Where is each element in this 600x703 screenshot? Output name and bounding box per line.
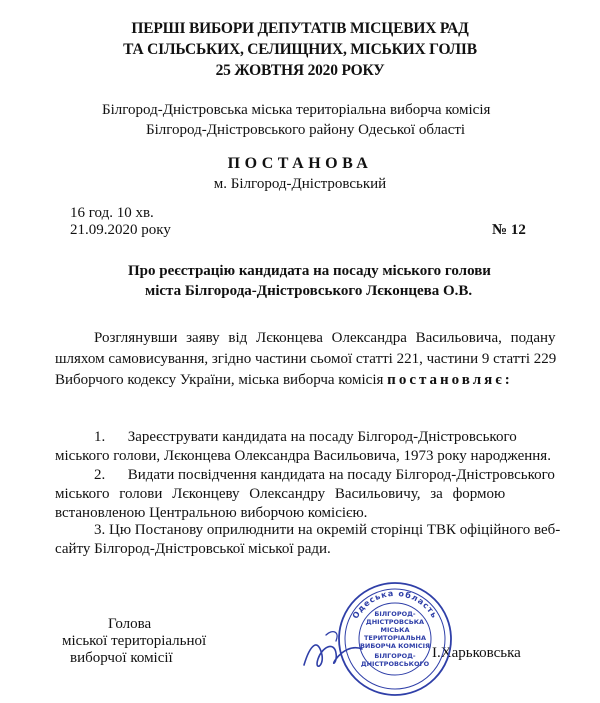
election-date: 25 ЖОВТНЯ 2020 РОКУ (215, 62, 385, 79)
seal-ring-text: Одеська область (350, 588, 440, 621)
seal-line-5: ВИБОРЧА КОМІСІЯ (359, 642, 431, 650)
seal-line-7: ДНІСТРОВСЬКОГО (360, 660, 430, 668)
signatory-role-3: виборчої комісії (70, 650, 173, 666)
commission-name: Білгород-Дністровська міська територіальна виборча комісія (102, 102, 491, 118)
preamble-line-1: Розглянувши заяву від Лєконцева Олександра Васильовича, подану (94, 330, 556, 346)
preamble-text: Виборчого кодексу України, міська виборча комісія (55, 372, 384, 388)
preamble-line-3 (55, 370, 513, 390)
seal-line-6: БІЛГОРОД- (374, 652, 416, 660)
seal-line-4: ТЕРИТОРІАЛЬНА (363, 634, 427, 642)
seal-line-3: МІСЬКА (380, 626, 410, 634)
signatory-role-1: Голова (108, 616, 152, 632)
item-3-line-1: 3. Цю Постанову оприлюднити на окремій сторінці ТВК офіційного веб- (94, 522, 561, 538)
document-number: № 12 (492, 222, 526, 238)
item-2-line-3: встановленою Центральною виборчою комісією. (55, 505, 368, 521)
item-2-line-1: 2. Видати посвідчення кандидата на посаду Білгород-Дністровського (94, 467, 555, 483)
decides-word: постановляє: (387, 372, 513, 388)
signatory-role-2: міської територіальної (62, 633, 207, 649)
subject-line-1: Про реєстрацію кандидата на посаду міського голови (128, 263, 491, 279)
document-place: м. Білгород-Дністровський (213, 176, 387, 192)
commission-district: Білгород-Дністровського району Одеської області (146, 122, 466, 138)
document-title: ПОСТАНОВА (227, 155, 373, 172)
item-1-line-2: міського голови, Лєконцева Олександра Васильовича, 1973 року народження. (55, 448, 551, 464)
signatory-name: І.Харьковська (432, 645, 521, 661)
item-1-line-1: 1. Зареєструвати кандидата на посаду Білгород-Дністровського (94, 429, 517, 445)
election-title-line-1: ПЕРШІ ВИБОРИ ДЕПУТАТІВ МІСЦЕВИХ РАД (131, 20, 469, 37)
subject-line-2: міста Білгорода-Дністровського Лєконцева О.В. (145, 283, 473, 299)
election-title-line-2: ТА СІЛЬСЬКИХ, СЕЛИЩНИХ, МІСЬКИХ ГОЛІВ (123, 41, 477, 58)
document-date: 21.09.2020 року (70, 222, 171, 238)
seal-line-2: ДНІСТРОВСЬКА (365, 618, 425, 626)
item-3-line-2: сайту Білгород-Дністровської міської ради. (55, 541, 331, 557)
seal-line-1: БІЛГОРОД- (374, 610, 416, 618)
official-seal (336, 580, 454, 698)
preamble-line-2: шляхом самовисування, згідно частини сьомої статті 221, частини 9 статті 229 (55, 351, 557, 367)
item-2-line-2: міського голови Лєконцеву Олександру Васильовичу, за формою (55, 486, 506, 502)
document-time: 16 год. 10 хв. (70, 205, 154, 221)
